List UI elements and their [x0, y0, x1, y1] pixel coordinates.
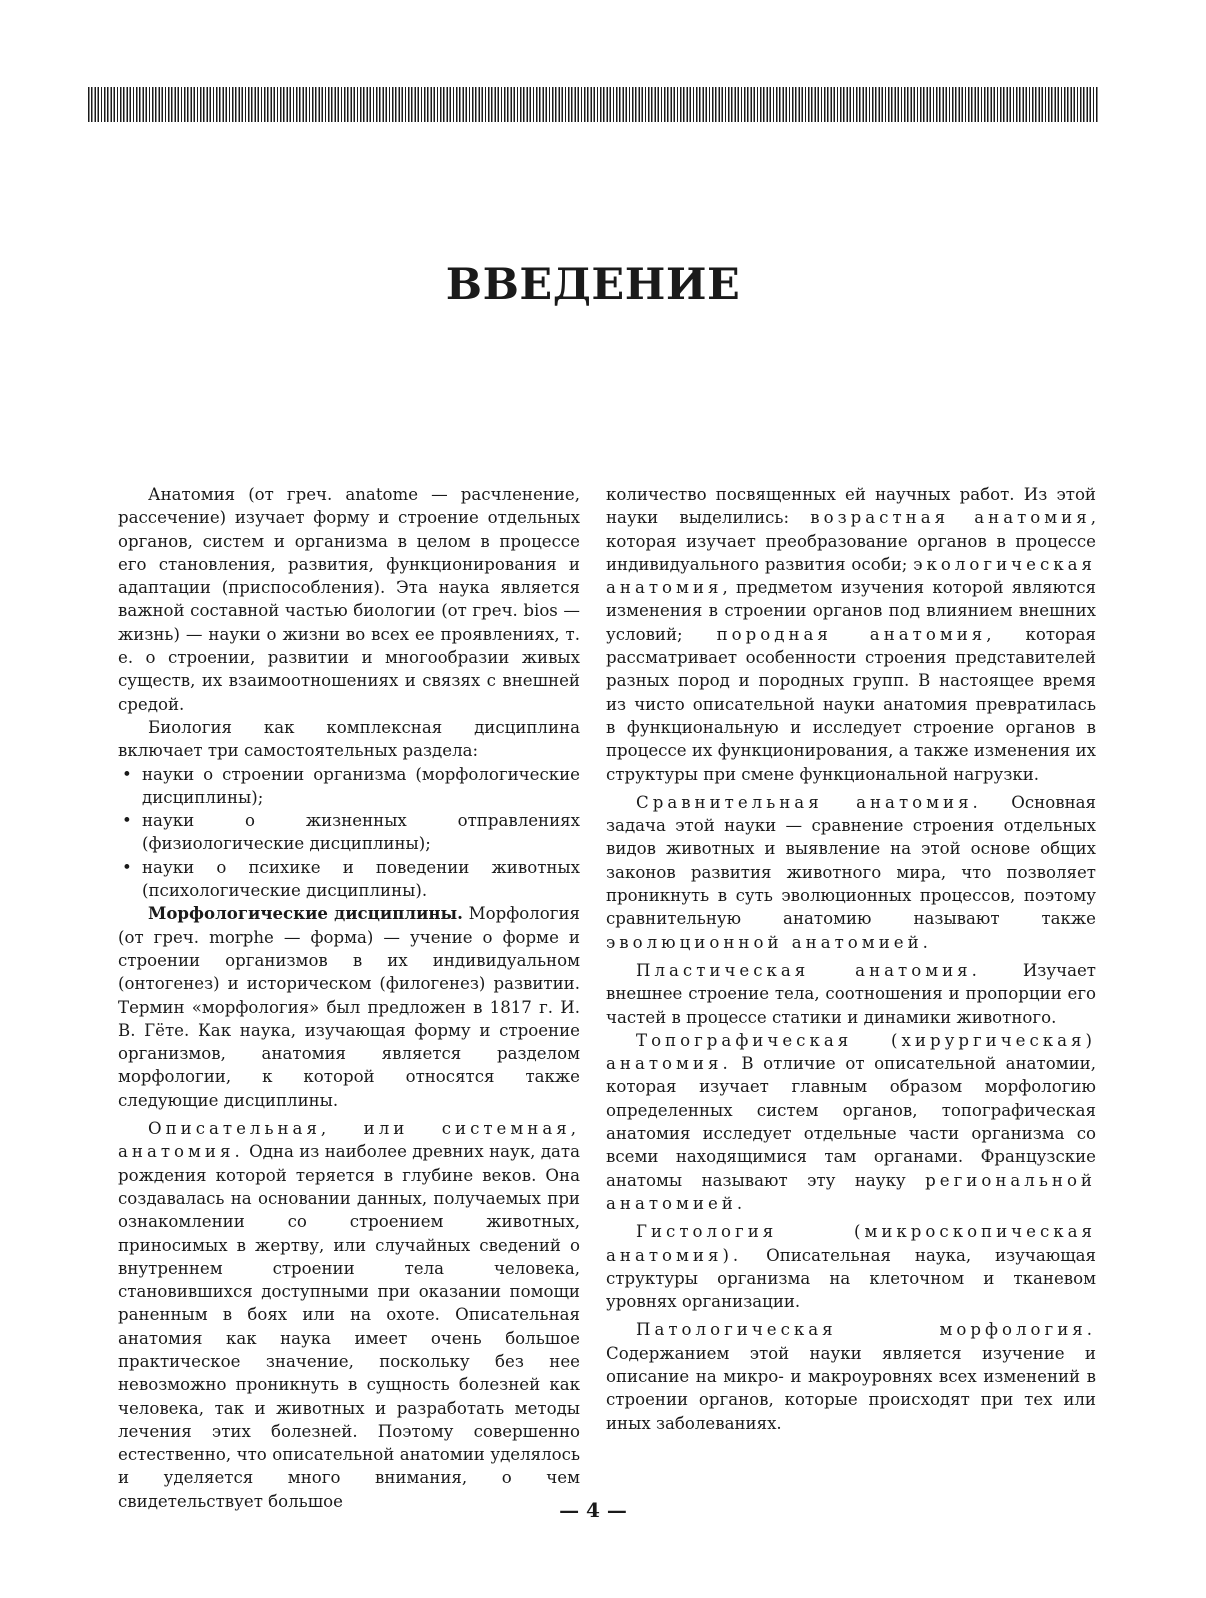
term-heading: Топографическая (хирургическая) анатомия.	[606, 1030, 1096, 1074]
paragraph-text: , предметом изучения которой являются изменения в строении органов под влиянием внешних условий;	[606, 578, 1096, 644]
list-item: • науки о жизненных отправлениях (физиологические дисциплины);	[118, 809, 580, 856]
term-inline: породная анатомия	[716, 624, 987, 644]
paragraph-text: В отличие от описательной анатомии, которая изучает главным образом морфологию определенных систем органов, топографическая анатомия исследует отдельные части организма со всеми находящимися там органами. Французские анатомы называют эту науку	[606, 1054, 1096, 1190]
term-heading: Сравнительная анатомия.	[636, 792, 982, 812]
paragraph-text: .	[736, 1193, 743, 1213]
biology-sections-list	[118, 763, 580, 903]
paragraph-morphological-disciplines	[118, 902, 580, 1112]
paragraph-text: Одна из наиболее древних наук, дата рождения которой теряется в глубине веков. Она создавалась на основании данных, получаемых при ознакомлении со строением животных, приносимых в жертву, или случайных сведений о внутреннем строении тела человека, становившихся доступными при оказании помощи раненным в боях или на охоте. Описательная анатомия как наука имеет очень большое практическое значение, поскольку без нее невозможно проникнуть в сущность болезней как человека, так и животных и разработать методы лечения этих болезней. Поэтому совершенно естественно, что описательной анатомии уделялось и уделяется много внимания, о чем свидетельствует большое	[118, 1142, 580, 1511]
term-heading: Пластическая анатомия.	[636, 960, 981, 980]
paragraph-text: , которая рассматривает особенности строения представителей разных пород и породных групп. В настоящее время из чисто описательной науки анатомия превратилась в функциональную и исследует строение органов в процессе их функционирования, а также изменения их структуры при смене функциональной нагрузки.	[606, 624, 1096, 784]
paragraph-pathological-morphology	[606, 1318, 1096, 1434]
term-inline: эволюционной анатомией	[606, 932, 923, 952]
term-inline: региональной анатомией	[606, 1170, 1096, 1213]
term-heading: Гистология (микроскопическая анатомия).	[606, 1222, 1096, 1265]
paragraph-biology-sections: Биология как комплексная дисциплина включает три самостоятельных раздела:	[118, 717, 580, 761]
list-item: • науки о психике и поведении животных (психологические дисциплины).	[118, 856, 580, 903]
term-heading: Описательная, или системная, анатомия.	[118, 1119, 580, 1162]
page-title: ВВЕДЕНИЕ	[445, 260, 741, 310]
paragraph-anatomy-definition: Анатомия (от греч. anatome — расчленение, рассечение) изучает форму и строение отдельных органов, систем и организма в целом в процессе его становления, развития, функционирования и адаптации (приспособления). Эта наука является важной составной частью биологии (от греч. bios — жизнь) — науки о жизни во всех ее проявлениях, т. е. о строении, развитии и многообразии живых существ, их взаимоотношениях и связях с внешней средой.	[118, 485, 580, 714]
right-column	[606, 483, 1096, 1435]
paragraph-descriptive-anatomy	[118, 1117, 580, 1513]
paragraph-anatomy-branches	[606, 483, 1096, 786]
paragraph-text: Изучает внешнее строение тела, соотношения и пропорции его частей в процессе статики и динамики животного.	[606, 960, 1096, 1027]
list-item: • науки о строении организма (морфологические дисциплины);	[118, 763, 580, 810]
paragraph-text: , которая изучает преобразование органов в процессе индивидуального развития особи;	[606, 508, 1096, 574]
term-heading: Патологическая морфология.	[636, 1320, 1096, 1340]
page-number: — 4 —	[559, 1498, 627, 1522]
header-decorative-bar	[88, 87, 1099, 122]
paragraph-text: Содержанием этой науки является изучение и описание на микро- и макроуровнях всех изменений в строении органов, которые происходят при тех или иных заболеваниях.	[606, 1343, 1096, 1433]
term-inline: возрастная анатомия	[810, 508, 1091, 528]
paragraph-text: количество посвященных ей научных работ. Из этой науки выделились:	[606, 485, 1096, 528]
paragraph-text: Морфология (от греч. morphe — форма) — учение о форме и строении организмов в их индивидуальном (онтогенез) и историческом (филогенез) развитии. Термин «морфология» был предложен в 1817 г. И. В. Гёте. Как наука, изучающая форму и строение организмов, анатомия является разделом морфологии, к которой относятся также следующие дисциплины.	[118, 904, 580, 1110]
paragraph-text: Описательная наука, изучающая структуры организма на клеточном и тканевом уровнях организации.	[606, 1245, 1096, 1312]
paragraph-text: .	[922, 932, 928, 952]
paragraph-topographic-anatomy	[606, 1029, 1096, 1215]
term-inline: экологическая анатомия	[606, 554, 1096, 598]
paragraph-plastic-anatomy	[606, 959, 1096, 1029]
paragraph-text: Основная задача этой науки — сравнение строения отдельных видов животных и выявление на этой основе общих законов развития животного мира, что позволяет проникнуть в суть эволюционных процессов, поэтому сравнительную анатомию называют также	[606, 792, 1096, 929]
left-column	[118, 483, 580, 1513]
paragraph-histology	[606, 1220, 1096, 1313]
term-heading: Морфологические дисциплины.	[148, 903, 463, 924]
paragraph-comparative-anatomy	[606, 791, 1096, 954]
